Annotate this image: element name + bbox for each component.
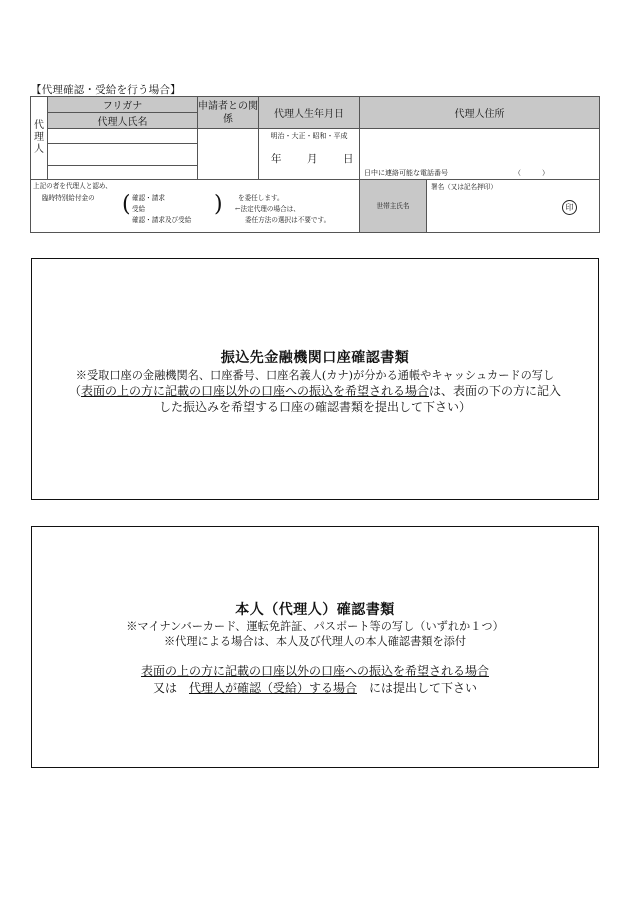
bank-box-underlined-condition: 表面の上の方に記載の口座以外の口座への振込を希望される場合 <box>80 384 429 398</box>
paren-open: （ <box>68 384 81 398</box>
era-options: 明治・大正・昭和・平成 <box>270 132 348 140</box>
proxy-side-label-cell <box>31 97 48 180</box>
id-box-note-2: ※代理による場合は、本人及び代理人の本人確認書類を添付 <box>163 635 467 648</box>
bank-box-paren-line-2: した振込みを希望する口座の確認書類を提出して下さい） <box>158 400 471 414</box>
bank-box-paren-rest: は、表面の下の方に記入 <box>429 384 562 398</box>
bank-box-title: 振込先金融機関口座確認書類 <box>220 350 410 366</box>
legal-note-2: 委任方法の選択は不要です。 <box>245 216 331 224</box>
furigana-label: フリガナ <box>48 97 198 113</box>
condition-prefix: 又は <box>152 681 189 695</box>
option-confirm-request[interactable]: 確認・請求 <box>132 194 165 202</box>
condition-proxy-underlined: 代理人が確認（受給）する場合 <box>188 681 357 695</box>
address-field[interactable] <box>360 129 600 180</box>
dob-field[interactable] <box>259 129 360 180</box>
right-brace: ) <box>214 192 223 217</box>
delegation-intro: 上記の者を代理人と認め、 <box>33 182 112 190</box>
bank-box-note: ※受取口座の金融機関名、口座番号、口座名義人(カナ)が分かる通帳やキャッシュカードの写し <box>75 369 555 382</box>
id-box-condition-1: 表面の上の方に記載の口座以外の口座への振込を希望される場合 <box>140 664 489 678</box>
relation-label: 申請者との関係 <box>198 97 259 129</box>
day-unit: 日 <box>343 153 354 165</box>
signature-label: 署名（又は記名押印） <box>431 183 497 191</box>
condition-suffix: には提出して下さい <box>357 681 478 695</box>
furigana-field[interactable] <box>48 129 198 144</box>
proxy-section-heading: 【代理確認・受給を行う場合】 <box>31 84 181 96</box>
month-unit: 月 <box>307 153 318 165</box>
option-receive[interactable]: 受給 <box>132 205 146 213</box>
bank-box-paren-line-1 <box>32 383 598 399</box>
householder-label: 世帯主氏名 <box>360 180 427 233</box>
date-units <box>259 141 359 171</box>
relation-field[interactable] <box>198 129 259 180</box>
identity-document-box <box>31 526 599 768</box>
year-unit: 年 <box>271 153 282 165</box>
left-brace: ( <box>122 192 131 217</box>
id-box-title: 本人（代理人）確認書類 <box>235 602 395 618</box>
id-box-condition-2 <box>32 680 598 697</box>
legal-note-1: ←法定代理の場合は、 <box>235 205 300 213</box>
address-label: 代理人住所 <box>360 97 600 129</box>
phone-parens: （ ） <box>514 169 549 177</box>
phone-line <box>360 168 599 179</box>
id-box-note-1: ※マイナンバーカード、運転免許証、パスポート等の写し（いずれか１つ） <box>126 620 504 633</box>
proxy-extra-field[interactable] <box>48 166 198 180</box>
phone-label: 日中に連絡可能な電話番号 <box>364 169 448 177</box>
seal-mark: 印 <box>562 200 577 215</box>
benefit-label: 臨時特別給付金の <box>42 194 95 202</box>
proxy-info-table <box>30 96 600 233</box>
bank-account-document-box <box>31 258 599 500</box>
dob-label: 代理人生年月日 <box>259 97 360 129</box>
proxy-name-label: 代理人氏名 <box>48 113 198 129</box>
delegation-suffix: を委任します。 <box>238 194 284 202</box>
delegation-cell <box>31 180 360 233</box>
signature-field[interactable] <box>427 180 600 233</box>
proxy-side-label: 代理人 <box>34 120 44 155</box>
option-confirm-request-receive[interactable]: 確認・請求及び受給 <box>132 216 192 224</box>
proxy-name-field[interactable] <box>48 144 198 166</box>
